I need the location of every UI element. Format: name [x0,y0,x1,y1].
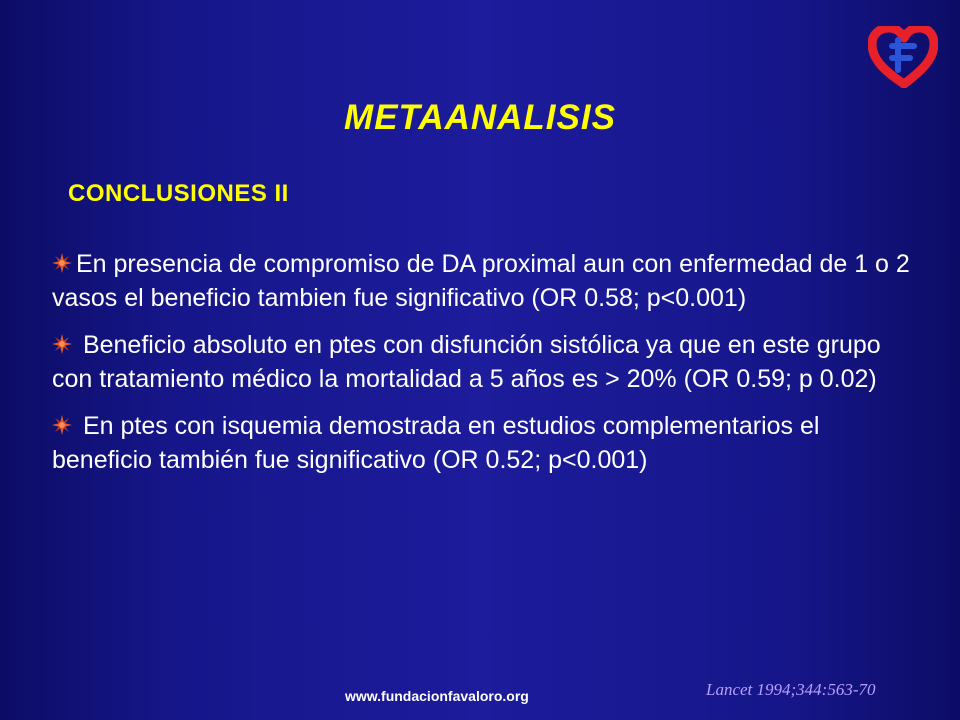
bullet-text: En presencia de compromiso de DA proximal aun con enfermedad de 1 o 2 vasos el beneficio tambien fue significativo (OR 0.58; p<0.001) [52,250,910,312]
slide-subtitle: CONCLUSIONES II [68,180,289,207]
bullet-text: Beneficio absoluto en ptes con disfunción sistólica ya que en este grupo con tratamiento médico la mortalidad a 5 años es > 20% (OR 0.59; p 0.02) [52,331,881,393]
citation: Lancet 1994;344:563-70 [706,680,876,699]
bullet-list [52,247,912,490]
website-link[interactable]: www.fundacionfavaloro.org [345,688,529,704]
starburst-bullet-icon [52,415,72,435]
starburst-bullet-icon [52,334,72,354]
bullet-item [52,409,912,477]
starburst-bullet-icon [52,253,72,273]
favaloro-logo-icon [868,26,938,88]
bullet-item [52,328,912,396]
bullet-text: En ptes con isquemia demostrada en estudios complementarios el beneficio también fue significativo (OR 0.52; p<0.001) [52,412,820,474]
bullet-item [52,247,912,315]
slide-title: METAANALISIS [344,98,616,137]
